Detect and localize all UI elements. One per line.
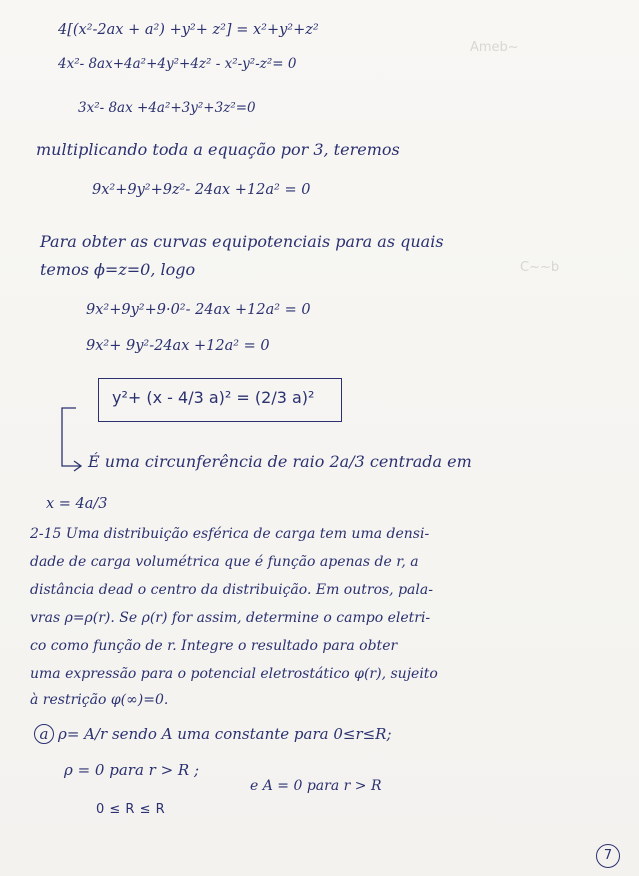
equation-line: 4[(x²-2ax + a²) +y²+ z²] = x²+y²+z²: [58, 22, 319, 38]
equation-line: 4x²- 8ax+4a²+4y²+4z² - x²-y²-z²= 0: [58, 56, 297, 72]
page-number-badge: 7: [596, 844, 620, 868]
problem-text-line: co como função de r. Integre o resultado para obter: [30, 638, 398, 654]
problem-text-line: uma expressão para o potencial eletrostático φ(r), sujeito: [30, 666, 438, 682]
bleed-through-text: C~~b: [520, 260, 560, 275]
problem-text-line: à restrição φ(∞)=0.: [30, 692, 169, 708]
text-line: multiplicando toda a equação por 3, teremos: [36, 140, 400, 159]
equation-line: 9x²+9y²+9z²- 24ax +12a² = 0: [92, 182, 311, 198]
text-line: temos ϕ=z=0, logo: [40, 260, 196, 279]
equation-line: x = 4a/3: [46, 496, 108, 512]
problem-text-line: vras ρ=ρ(r). Se ρ(r) for assim, determine o campo eletri-: [30, 610, 431, 626]
equation-line: 9x²+ 9y²-24ax +12a² = 0: [86, 338, 270, 354]
item-a-line: [34, 724, 392, 744]
equation-line: 9x²+9y²+9·0²- 24ax +12a² = 0: [86, 302, 311, 318]
problem-text-line: dade de carga volumétrica que é função apenas de r, a: [30, 554, 419, 570]
bleed-through-text: Ameb~: [470, 40, 519, 55]
boxed-result-equation: y²+ (x - 4/3 a)² = (2/3 a)²: [112, 388, 315, 407]
item-a-text: ρ= A/r sendo A uma constante para 0≤r≤R;: [58, 725, 392, 743]
text-line: Para obter as curvas equipotenciais para as quais: [40, 232, 444, 251]
equation-line: 3x²- 8ax +4a²+3y²+3z²=0: [78, 100, 256, 116]
condition-line: 0 ≤ R ≤ R: [96, 802, 166, 817]
condition-line: e A = 0 para r > R: [250, 778, 382, 794]
item-a-marker: a: [34, 724, 54, 744]
problem-text-line: 2-15 Uma distribuição esférica de carga tem uma densi-: [30, 526, 430, 542]
condition-line: ρ = 0 para r > R ;: [64, 761, 200, 779]
problem-text-line: distância dead o centro da distribuição. Em outros, pala-: [30, 582, 433, 598]
text-line: É uma circunferência de raio 2a/3 centrada em: [88, 452, 472, 471]
